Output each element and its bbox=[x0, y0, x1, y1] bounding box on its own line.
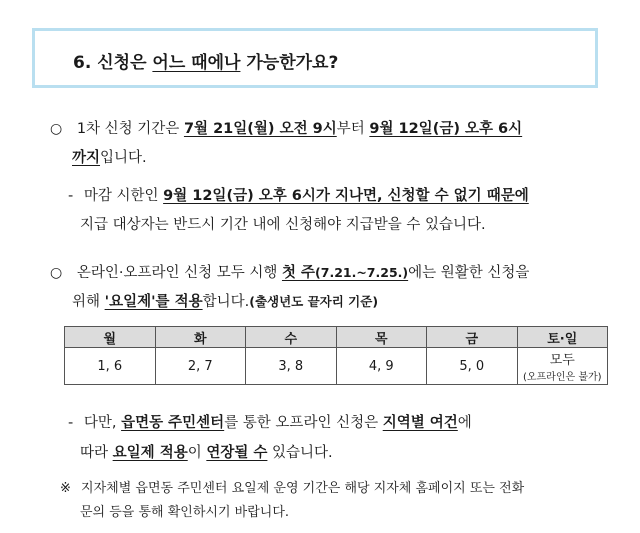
item2-sub-line2: 따라 요일제 적용이 연장될 수 있습니다. bbox=[80, 445, 333, 461]
weekday-schedule-table bbox=[64, 326, 608, 385]
deadline-warning: 9월 12일(금) 오후 6시가 지나면, 신청할 수 없기 때문에 bbox=[163, 188, 529, 204]
weekend-main: 모두 bbox=[549, 353, 575, 368]
cell-wed: 3, 8 bbox=[246, 348, 337, 385]
header-mon: 월 bbox=[65, 327, 156, 348]
birth-year-basis: (출생년도 끝자리 기준) bbox=[249, 294, 379, 309]
item1-line2: 까지입니다. bbox=[72, 150, 147, 166]
section-heading bbox=[73, 48, 338, 73]
cell-fri: 5, 0 bbox=[427, 348, 518, 385]
header-tue: 화 bbox=[155, 327, 246, 348]
bullet-circle-icon: ○ bbox=[50, 265, 63, 281]
heading-number: 6. bbox=[73, 53, 92, 73]
item1-sub-line1: - 마감 시한인 9월 12일(금) 오후 6시가 지나면, 신청할 수 없기 때문에 bbox=[68, 188, 529, 204]
footnote-line2: 문의 등을 통해 확인하시기 바랍니다. bbox=[80, 505, 290, 520]
item1-line1: ○ 1차 신청 기간은 7월 21일(월) 오전 9시부터 9월 12일(금) 오후 6시 bbox=[50, 121, 523, 137]
cell-thu: 4, 9 bbox=[336, 348, 427, 385]
heading-part3: 가능한가요? bbox=[240, 53, 339, 73]
cell-weekend bbox=[517, 348, 608, 385]
header-weekend: 토·일 bbox=[517, 327, 608, 348]
heading-part1: 신청은 bbox=[97, 53, 153, 73]
period-end: 9월 12일(금) 오후 6시 bbox=[369, 121, 523, 137]
item2-line2: 위해 '요일제'를 적용합니다.(출생년도 끝자리 기준) bbox=[72, 294, 379, 310]
table-header-row bbox=[65, 327, 608, 348]
header-wed: 수 bbox=[246, 327, 337, 348]
may-extend: 연장될 수 bbox=[206, 445, 268, 461]
period-start: 7월 21일(월) 오전 9시 bbox=[183, 121, 337, 137]
dash-bullet: - bbox=[68, 415, 74, 431]
section-heading-box bbox=[32, 28, 598, 88]
bullet-circle-icon: ○ bbox=[50, 121, 63, 137]
first-week: 첫 주 bbox=[281, 265, 316, 281]
regional-conditions: 지역별 여건 bbox=[382, 415, 458, 431]
table-row bbox=[65, 348, 608, 385]
weekday-apply: 요일제 적용 bbox=[112, 445, 188, 461]
item2-line1: ○ 온라인·오프라인 신청 모두 시행 첫 주(7.21.~7.25.)에는 원활한 신청을 bbox=[50, 265, 530, 281]
item2-sub-line1: - 다만, 읍면동 주민센터를 통한 오프라인 신청은 지역별 여건에 bbox=[68, 415, 472, 431]
weekday-system: '요일제'를 적용 bbox=[104, 294, 203, 310]
first-week-dates: (7.21.~7.25.) bbox=[315, 265, 409, 280]
footnote-line1: ※ 지자체별 읍면동 주민센터 요일제 운영 기간은 해당 지자체 홈페이지 또는 전화 bbox=[60, 481, 525, 496]
heading-underlined: 어느 때에나 bbox=[152, 53, 241, 73]
cell-mon: 1, 6 bbox=[65, 348, 156, 385]
header-fri: 금 bbox=[427, 327, 518, 348]
header-thu: 목 bbox=[336, 327, 427, 348]
community-center: 읍면동 주민센터 bbox=[121, 415, 225, 431]
item1-sub-line2: 지급 대상자는 반드시 기간 내에 신청해야 지급받을 수 있습니다. bbox=[80, 217, 486, 233]
dash-bullet: - bbox=[68, 188, 74, 204]
weekend-note: (오프라인은 불가) bbox=[522, 372, 602, 383]
cell-tue: 2, 7 bbox=[155, 348, 246, 385]
reference-mark-icon: ※ bbox=[60, 481, 71, 496]
